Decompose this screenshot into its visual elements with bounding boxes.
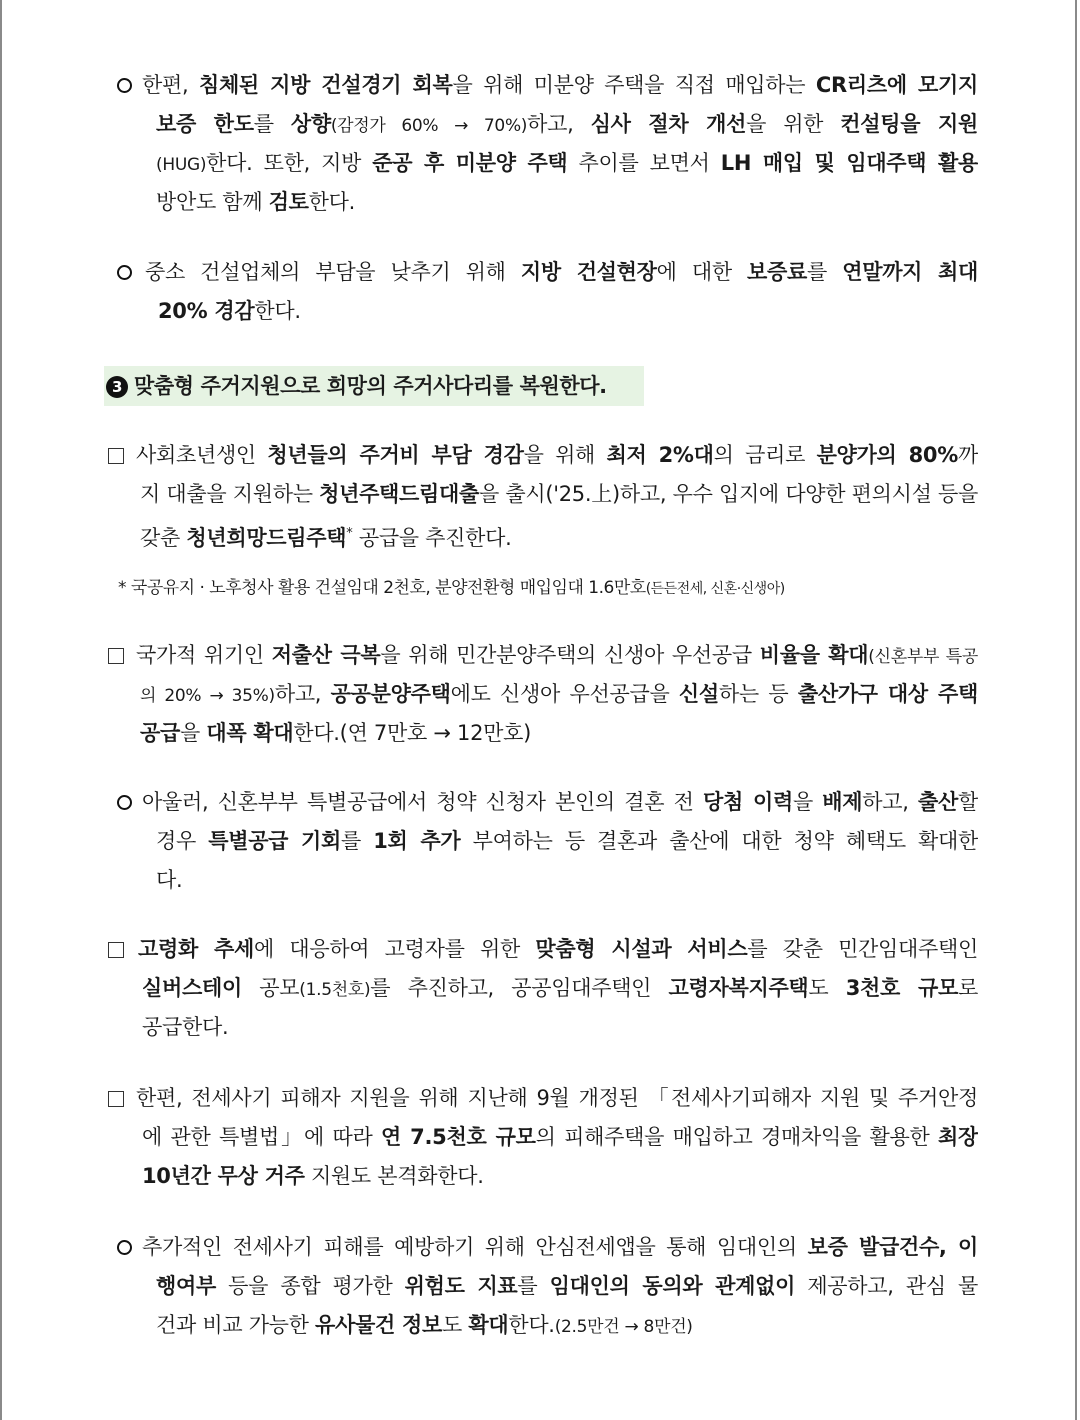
paragraph-low-birth [136, 636, 978, 753]
text-line: 추가적인 전세사기 피해를 예방하기 위해 안심전세앱을 통해 임대인의 보증 발급건수, 이 [142, 1235, 978, 1259]
text-line: 고령화 추세에 대응하여 고령자를 위한 맞춤형 시설과 서비스를 갖춘 민간임대주택인 [138, 937, 978, 961]
text-line: 중소 건설업체의 부담을 낮추기 위해 지방 건설현장에 대한 보증료를 연말까지 최대 [145, 260, 978, 284]
paragraph-safe-jeonse-app [142, 1228, 978, 1345]
circle-bullet [117, 78, 132, 93]
text-line: 10년간 무상 거주 지원도 본격화한다. [142, 1164, 484, 1188]
text-line: 다. [156, 868, 183, 892]
paragraph-cr-reits [142, 66, 978, 222]
circle-bullet [117, 795, 132, 810]
section-heading [104, 366, 644, 406]
circle-bullet [117, 1240, 132, 1255]
square-bullet [108, 1091, 124, 1107]
circle-bullet [117, 265, 132, 280]
paragraph-guarantee-fee [145, 253, 978, 331]
paragraph-newlywed [142, 783, 978, 900]
text-line: 경우 특별공급 기회를 1회 추가 부여하는 등 결혼과 출산에 대한 청약 혜택도 확대한 [156, 829, 978, 853]
square-bullet [108, 942, 124, 958]
text-line: 사회초년생인 청년들의 주거비 부담 경감을 위해 최저 2%대의 금리로 분양가의 80%까 [136, 443, 978, 467]
paragraph-youth-housing [136, 436, 978, 553]
text-line: 한편, 전세사기 피해자 지원을 위해 지난해 9월 개정된 「전세사기피해자 지원 및 주거안정 [136, 1086, 978, 1110]
text-line: 지 대출을 지원하는 청년주택드림대출을 출시('25.上)하고, 우수 입지에 다양한 편의시설 등을 [140, 482, 978, 506]
text-line: 아울러, 신혼부부 특별공급에서 청약 신청자 본인의 결혼 전 당첨 이력을 배제하고, 출산할 [142, 790, 978, 814]
text-line: 방안도 함께 검토한다. [156, 190, 356, 214]
text-line: 공급한다. [142, 1015, 229, 1039]
paragraph-jeonse-fraud [136, 1079, 978, 1196]
text-line: 건과 비교 가능한 유사물건 정보도 확대한다.(2.5만건 → 8만건) [156, 1313, 693, 1337]
text-line: 실버스테이 공모(1.5천호)를 추진하고, 공공임대주택인 고령자복지주택도 3천호 규모로 [142, 976, 978, 1000]
text-line: 의 20% → 35%)하고, 공공분양주택에도 신생아 우선공급을 신설하는 등 출산가구 대상 주택 [140, 682, 978, 706]
footnote: * 국공유지 · 노후청사 활용 건설임대 2천호, 분양전환형 매입임대 1.6만호(든든전세, 신혼·신생아) [118, 578, 785, 598]
text-line: 보증 한도를 상향(감정가 60% → 70%)하고, 심사 절차 개선을 위한 컨설팅을 지원 [156, 112, 978, 136]
square-bullet [108, 448, 124, 464]
paragraph-elderly [138, 930, 978, 1047]
text-line: 갖춘 청년희망드림주택* 공급을 추진한다. [140, 526, 512, 550]
section-number-badge: 3 [106, 376, 128, 398]
text-line: 공급을 대폭 확대한다.(연 7만호 → 12만호) [140, 721, 531, 745]
text-line: 20% 경감한다. [158, 299, 301, 323]
text-line: 국가적 위기인 저출산 극복을 위해 민간분양주택의 신생아 우선공급 비율을 확대(신혼부부 특공 [136, 643, 978, 667]
text-line: (HUG)한다. 또한, 지방 준공 후 미분양 주택 추이를 보면서 LH 매입 및 임대주택 활용 [156, 151, 978, 175]
square-bullet [108, 648, 124, 664]
text-line: 행여부 등을 종합 평가한 위험도 지표를 임대인의 동의와 관계없이 제공하고, 관심 물 [156, 1274, 978, 1298]
text-line: 에 관한 특별법」에 따라 연 7.5천호 규모의 피해주택을 매입하고 경매차익을 활용한 최장 [142, 1125, 978, 1149]
text-line: 한편, 침체된 지방 건설경기 회복을 위해 미분양 주택을 직접 매입하는 CR리츠에 모기지 [142, 73, 978, 97]
section-title: 맞춤형 주거지원으로 희망의 주거사다리를 복원한다. [134, 374, 607, 398]
